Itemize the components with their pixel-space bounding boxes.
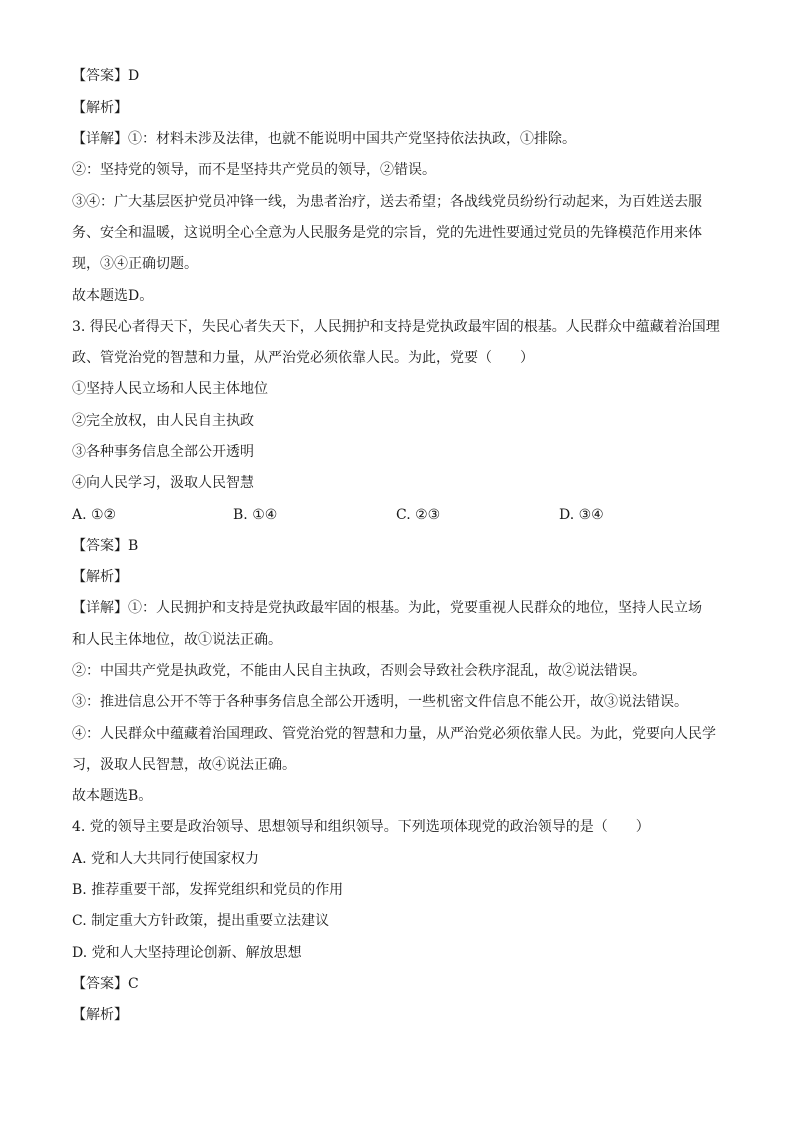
q3-option-d: D. ③④ xyxy=(559,507,604,523)
q3-stem-a: 3. 得民心者得天下，失民心者失天下，人民拥护和支持是党执政最牢固的根基。人民群众中蕴藏着治国理 xyxy=(72,319,720,335)
q3-item-4: ④向人民学习，汲取人民智慧 xyxy=(72,475,254,491)
q3-option-a: A. ①② xyxy=(72,507,117,523)
q4-analysis-heading: 【解析】 xyxy=(72,1007,128,1023)
q3-option-b: B. ①④ xyxy=(233,507,278,523)
q3-analysis-heading: 【解析】 xyxy=(72,569,128,585)
q3-detail-4a: ④：人民群众中蕴藏着治国理政、管党治党的智慧和力量，从严治党必须依靠人民。为此，党要向人民学 xyxy=(72,726,716,742)
q3-item-2: ②完全放权，由人民自主执政 xyxy=(72,413,254,429)
q3-item-1: ①坚持人民立场和人民主体地位 xyxy=(72,381,268,397)
q3-detail-2: ②：中国共产党是执政党，不能由人民自主执政，否则会导致社会秩序混乱，故②说法错误。 xyxy=(72,663,646,679)
q3-option-c: C. ②③ xyxy=(396,507,441,523)
q3-detail-4b: 习，汲取人民智慧，故④说法正确。 xyxy=(72,757,296,773)
q2-detail-2: ②：坚持党的领导，而不是坚持共产党员的领导，②错误。 xyxy=(72,162,436,178)
q2-analysis-heading: 【解析】 xyxy=(72,100,128,116)
q4-option-c: C. 制定重大方针政策，提出重要立法建议 xyxy=(72,913,330,929)
q3-detail-3: ③：推进信息公开不等于各种事务信息全部公开透明，一些机密文件信息不能公开，故③说法错误。 xyxy=(72,694,688,710)
q3-stem-b: 政、管党治党的智慧和力量，从严治党必须依靠人民。为此，党要（ ） xyxy=(72,350,534,366)
q2-answer: 【答案】D xyxy=(72,68,140,84)
q2-detail-3b: 务、安全和温暖，这说明全心全意为人民服务是党的宗旨，党的先进性要通过党员的先锋模范作用来体 xyxy=(72,225,702,241)
q4-option-a: A. 党和人大共同行使国家权力 xyxy=(72,851,260,867)
q2-detail-1: 【详解】①：材料未涉及法律，也就不能说明中国共产党坚持依法执政，①排除。 xyxy=(72,131,576,147)
q3-detail-1a: 【详解】①：人民拥护和支持是党执政最牢固的根基。为此，党要重视人民群众的地位，坚持人民立场 xyxy=(72,600,702,616)
q2-conclusion: 故本题选D。 xyxy=(72,288,154,304)
q3-item-3: ③各种事务信息全部公开透明 xyxy=(72,444,254,460)
q4-option-d: D. 党和人大坚持理论创新、解放思想 xyxy=(72,945,302,961)
q3-detail-1b: 和人民主体地位，故①说法正确。 xyxy=(72,632,282,648)
q3-answer: 【答案】B xyxy=(72,538,139,554)
q4-answer: 【答案】C xyxy=(72,976,139,992)
q4-stem: 4. 党的领导主要是政治领导、思想领导和组织领导。下列选项体现党的政治领导的是（ ） xyxy=(72,819,650,835)
q2-detail-3a: ③④：广大基层医护党员冲锋一线，为患者治疗，送去希望；各战线党员纷纷行动起来，为百姓送去服 xyxy=(72,194,702,210)
q2-detail-3c: 现，③④正确切题。 xyxy=(72,256,198,272)
q4-option-b: B. 推荐重要干部，发挥党组织和党员的作用 xyxy=(72,882,344,898)
q3-options xyxy=(72,505,722,525)
q3-conclusion: 故本题选B。 xyxy=(72,788,153,804)
